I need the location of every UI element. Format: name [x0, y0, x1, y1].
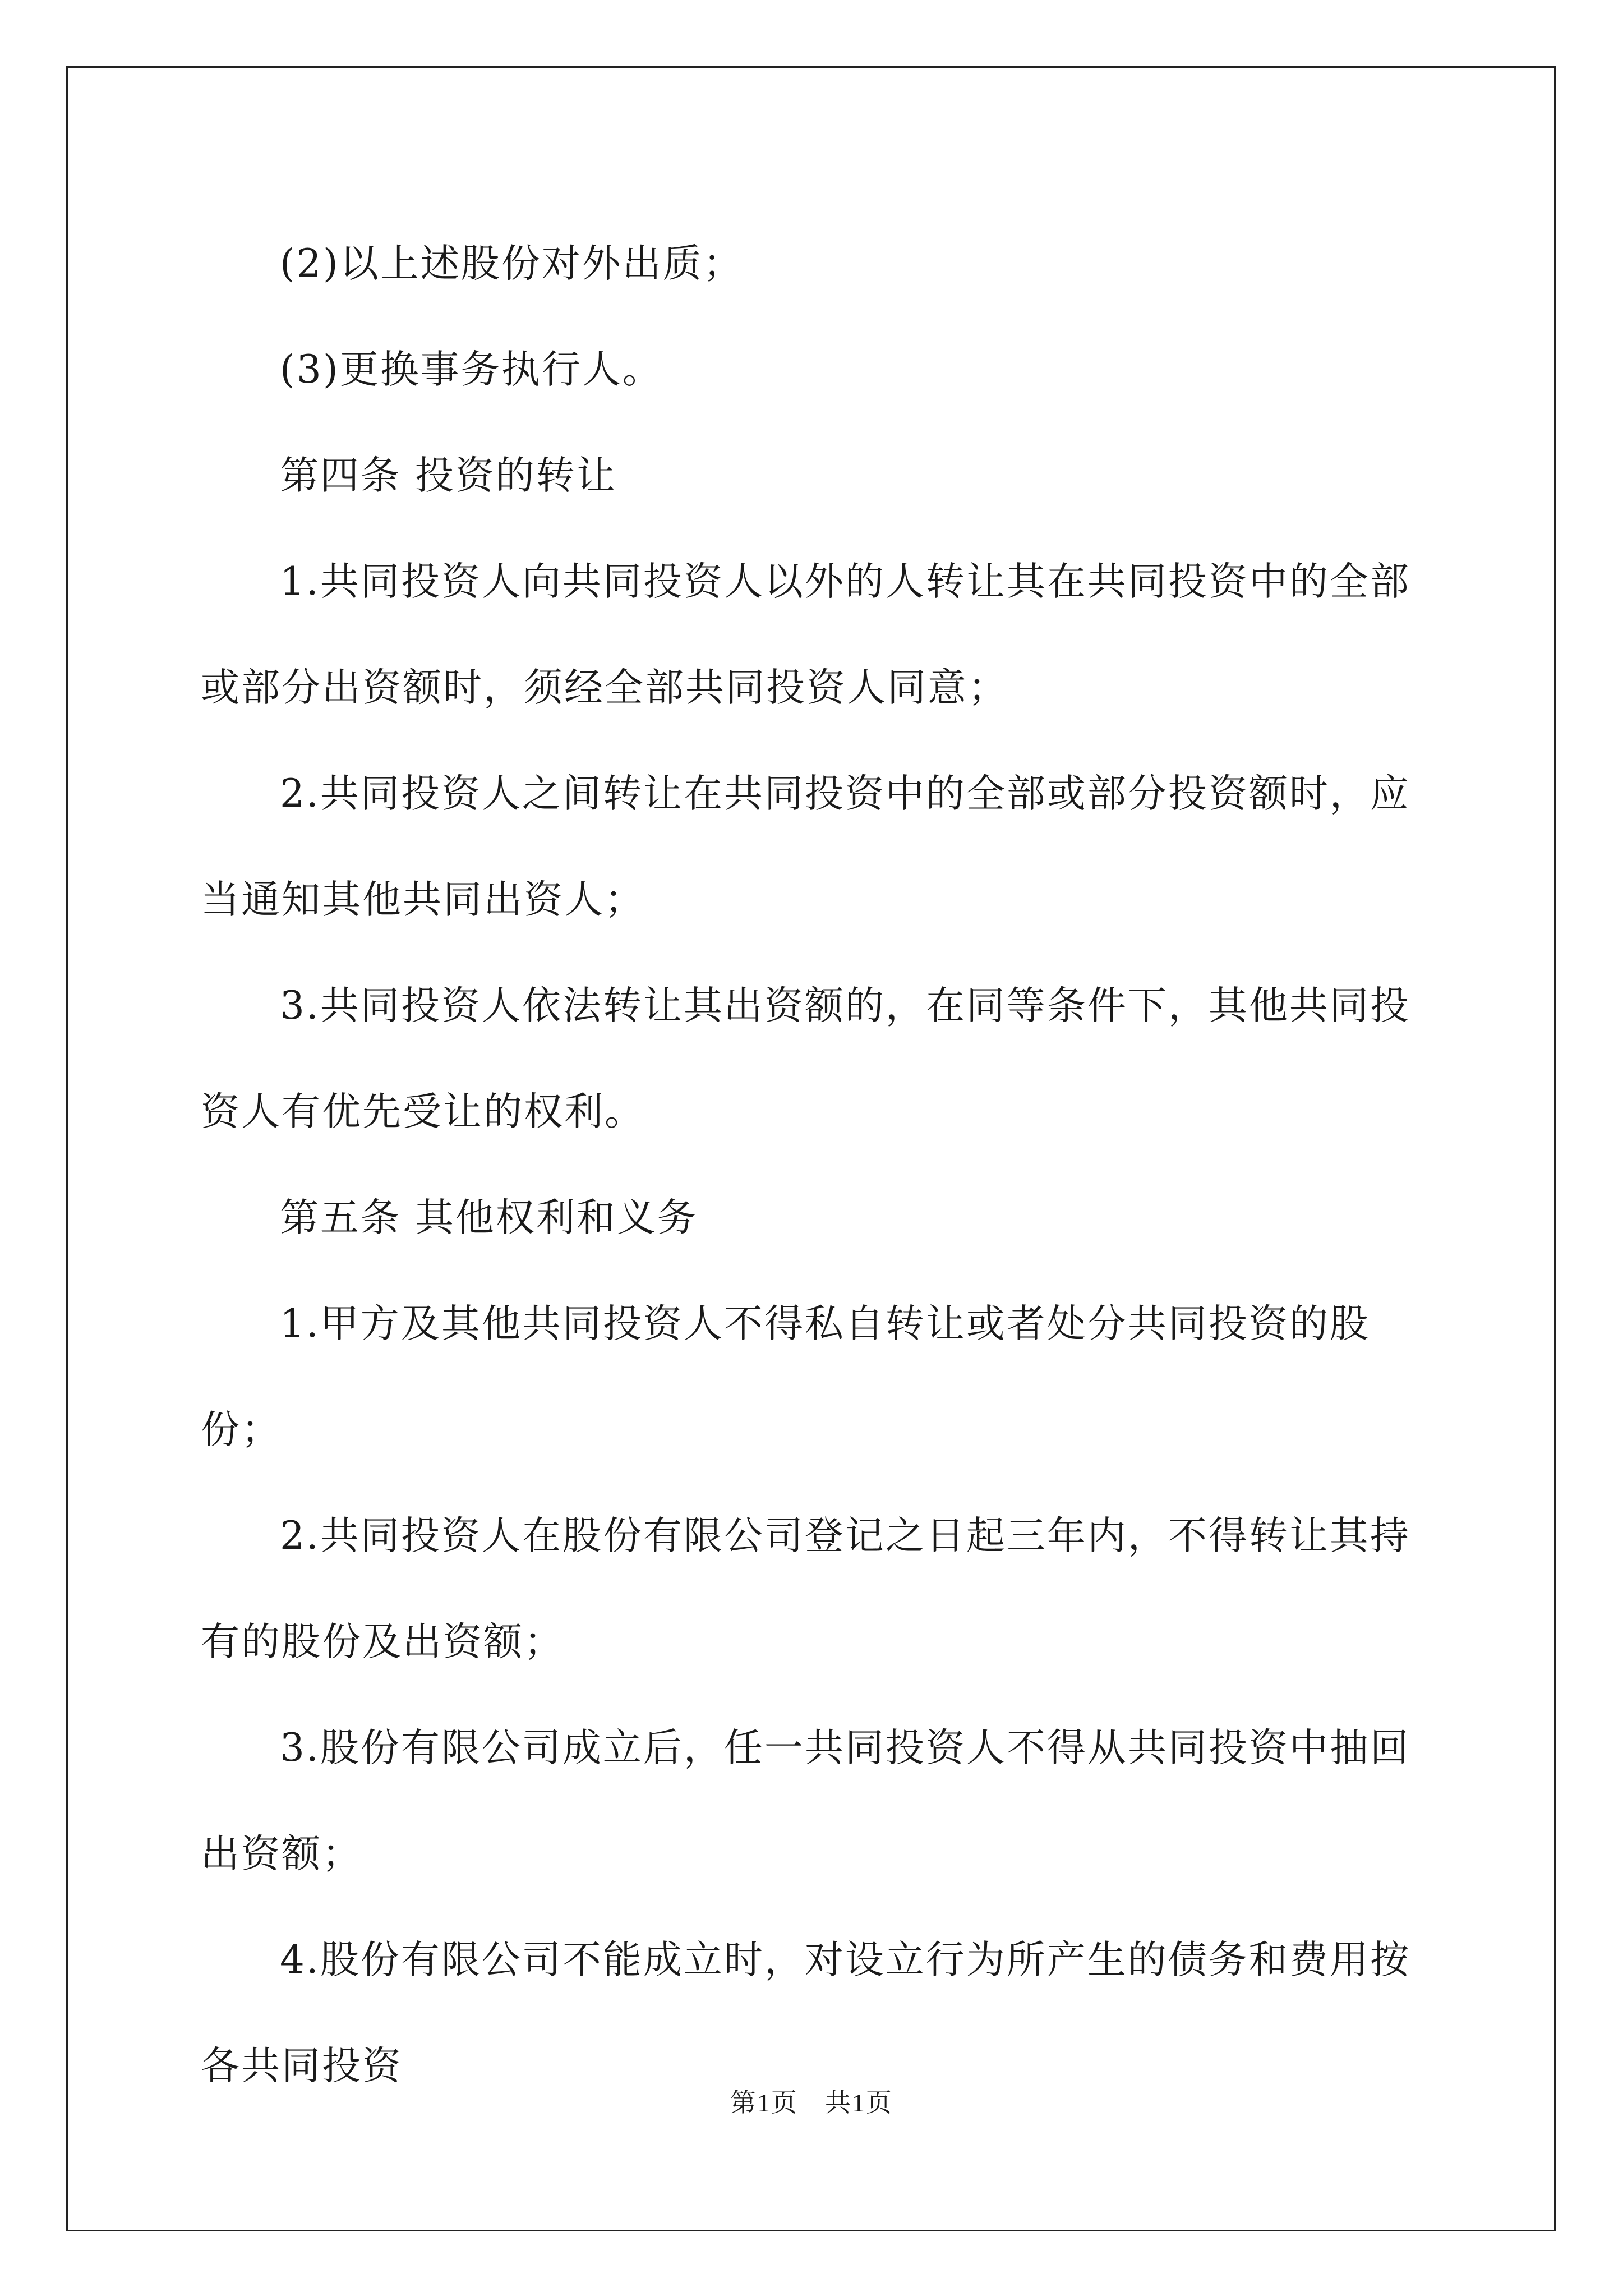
article-5-clause-2: 2.共同投资人在股份有限公司登记之日起三年内，不得转让其持有的股份及出资额； [201, 1513, 1410, 1664]
article-4-clause-3: 3.共同投资人依法转让其出资额的，在同等条件下，其他共同投资人有优先受让的权利。 [201, 983, 1410, 1134]
paragraph-item-3: (3)更换事务执行人。 [280, 347, 663, 392]
paragraph-item-2: (2)以上述股份对外出质； [280, 241, 744, 286]
article-5-clause-3: 3.股份有限公司成立后，任一共同投资人不得从共同投资中抽回出资额； [201, 1726, 1410, 1876]
article-5-heading: 第五条 其他权利和义务 [280, 1195, 698, 1240]
article-4-clause-1: 1.共同投资人向共同投资人以外的人转让其在共同投资中的全部或部分出资额时，须经全部共同投资人同意； [201, 559, 1410, 710]
article-4-heading: 第四条 投资的转让 [280, 453, 617, 498]
page-footer: 第1页 共1页 [730, 2088, 893, 2117]
article-5-clause-4: 4.股份有限公司不能成立时，对设立行为所产生的债务和费用按各共同投资 [201, 1938, 1410, 2088]
article-4-clause-2: 2.共同投资人之间转让在共同投资中的全部或部分投资额时，应当通知其他共同出资人； [201, 771, 1410, 922]
document-body [201, 211, 1446, 2119]
article-5-clause-1: 1.甲方及其他共同投资人不得私自转让或者处分共同投资的股份； [201, 1301, 1370, 1452]
